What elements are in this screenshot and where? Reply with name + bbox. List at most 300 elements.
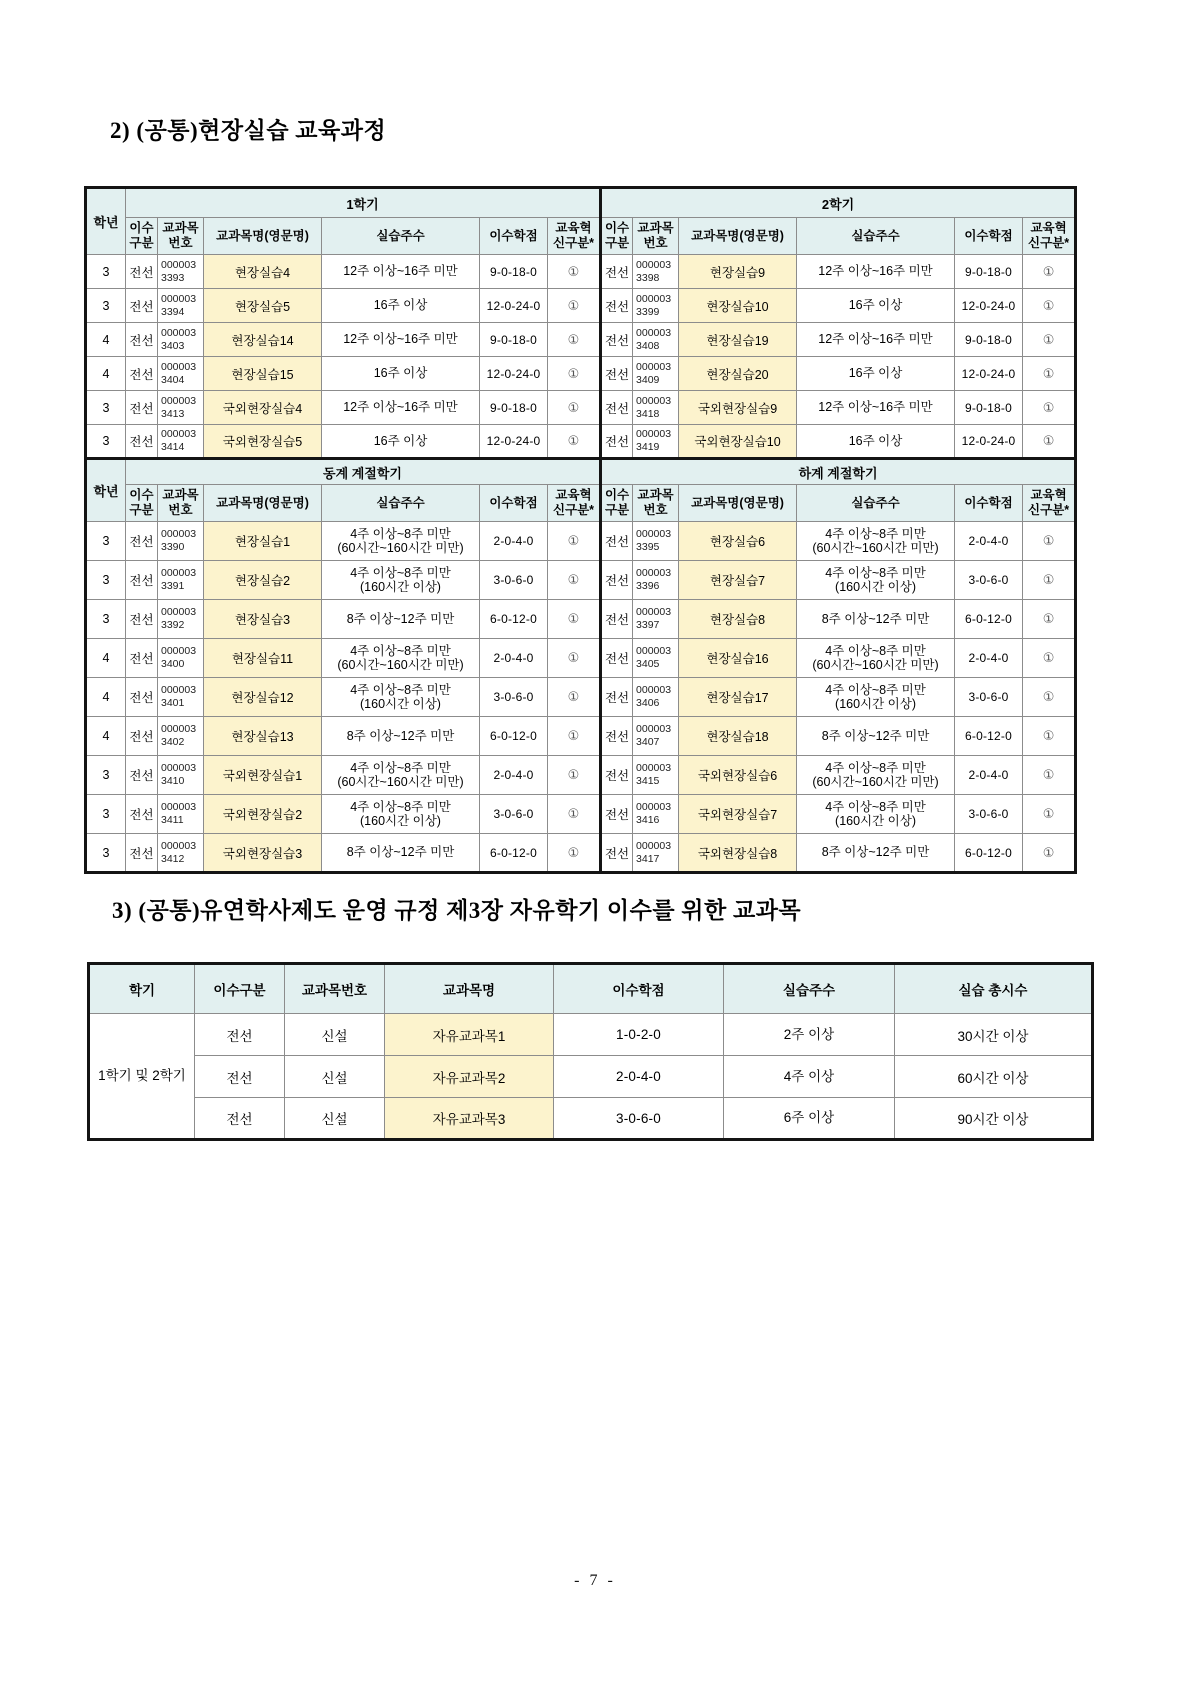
cell-credits: 9-0-18-0 [480,323,548,357]
column-header: 교육혁신구분* [1023,485,1076,522]
cell-category: 전선 [126,425,158,459]
table-row [86,522,1076,561]
course-code-line2: 3412 [161,852,185,865]
cell-innovation-type: ① [548,756,601,795]
course-code-line1: 000003 [636,567,672,580]
course-code-line2: 3414 [161,441,185,453]
cell-credits: 3-0-6-0 [480,678,548,717]
column-header: 이수구분 [601,485,633,522]
semester-group-header-left: 동계 계절학기 [126,459,601,485]
cell-course-code [633,323,679,357]
section-3-title: 3) (공통)유연학사제도 운영 규정 제3장 자유학기 이수를 위한 교과목 [112,898,802,923]
cell-practice-weeks [322,756,480,795]
cell-category: 전선 [126,678,158,717]
cell-innovation-type: ① [548,522,601,561]
cell-course-code [633,717,679,756]
column-header: 실습주수 [322,485,480,522]
cell-practice-weeks [797,561,955,600]
cell-practice-weeks [797,678,955,717]
table-row [89,1098,1093,1140]
column-header: 교과목명(영문명) [204,218,322,255]
weeks-line1: 12주 이상~16주 미만 [343,400,458,415]
cell-innovation-type: ① [548,255,601,289]
cell-year: 4 [86,357,126,391]
course-code-line1: 000003 [161,292,197,305]
cell-credits: 2-0-4-0 [955,756,1023,795]
course-code-line1: 000003 [161,258,197,271]
course-code-line1: 000003 [161,394,197,407]
cell-innovation-type: ① [1023,289,1076,323]
cell-innovation-type: ① [1023,834,1076,873]
weeks-line2: (160시간 이상) [360,814,441,828]
cell-innovation-type: ① [1023,600,1076,639]
cell-credits: 12-0-24-0 [480,425,548,459]
course-code-line2: 3401 [161,697,185,709]
cell-innovation-type: ① [548,391,601,425]
cell-practice-weeks [322,717,480,756]
column-header: 이수학점 [480,485,548,522]
cell-course-code [633,795,679,834]
cell-year: 4 [86,323,126,357]
cell-practice-weeks [797,323,955,357]
semester-group-header-right: 2학기 [601,188,1076,218]
course-code-line1: 000003 [161,360,197,373]
course-code-line2: 3394 [161,305,185,318]
weeks-line2: (160시간 이상) [360,580,441,594]
weeks-line1: 16주 이상 [848,433,903,448]
cell-course-code [158,425,204,459]
cell-course-name: 현장실습4 [204,255,322,289]
cell-year: 3 [86,391,126,425]
cell-practice-weeks [797,522,955,561]
cell-innovation-type: ① [1023,522,1076,561]
cell-category: 전선 [126,795,158,834]
cell-credits: 6-0-12-0 [480,600,548,639]
cell-course-name: 자유교과목3 [385,1098,554,1140]
cell-year: 4 [86,639,126,678]
semester-group-header-left: 1학기 [126,188,601,218]
cell-category: 전선 [126,323,158,357]
table-row [86,323,1076,357]
weeks-line1: 16주 이상 [373,366,428,381]
cell-innovation-type: ① [548,795,601,834]
cell-course-code [158,756,204,795]
cell-year: 3 [86,561,126,600]
cell-course-code [633,639,679,678]
cell-practice-weeks [797,425,955,459]
cell-category: 전선 [601,357,633,391]
cell-practice-weeks [322,600,480,639]
cell-practice-weeks [322,639,480,678]
cell-innovation-type: ① [548,425,601,459]
cell-category: 전선 [601,522,633,561]
column-header: 이수구분 [195,964,285,1014]
cell-category: 전선 [601,795,633,834]
weeks-line1: 4주 이상~8주 미만 [350,682,451,697]
cell-category: 전선 [601,717,633,756]
table-row [86,255,1076,289]
cell-course-code [633,522,679,561]
cell-year: 3 [86,289,126,323]
cell-credits: 2-0-4-0 [480,756,548,795]
course-code-line1: 000003 [636,645,672,658]
weeks-line1: 4주 이상~8주 미만 [350,760,451,775]
cell-practice-weeks [797,717,955,756]
cell-credits: 12-0-24-0 [955,289,1023,323]
cell-credits: 12-0-24-0 [955,425,1023,459]
column-header: 실습주수 [797,218,955,255]
cell-category: 전선 [126,522,158,561]
cell-course-code [633,391,679,425]
cell-credits: 9-0-18-0 [955,391,1023,425]
column-header: 이수학점 [554,964,724,1014]
cell-credits: 3-0-6-0 [955,561,1023,600]
cell-year: 3 [86,255,126,289]
table-row [86,391,1076,425]
course-code-line2: 3419 [636,441,660,453]
course-code-line2: 3392 [161,619,185,631]
column-header: 교과목명(영문명) [204,485,322,522]
weeks-line1: 12주 이상~16주 미만 [818,264,933,279]
cell-semester: 1학기 및 2학기 [89,1014,195,1140]
cell-course-code: 신설 [285,1098,385,1140]
cell-category: 전선 [126,834,158,873]
column-header: 이수학점 [480,218,548,255]
weeks-line2: (60시간~160시간 미만) [812,658,939,672]
cell-innovation-type: ① [548,600,601,639]
course-code-line2: 3407 [636,736,660,748]
cell-course-code [158,834,204,873]
column-header: 교육혁신구분* [548,218,601,255]
cell-course-code [633,756,679,795]
cell-total-hours: 60시간 이상 [895,1056,1093,1098]
cell-credits: 9-0-18-0 [955,255,1023,289]
cell-innovation-type: ① [548,561,601,600]
cell-practice-weeks [322,289,480,323]
cell-course-name: 현장실습13 [204,717,322,756]
weeks-line1: 4주 이상~8주 미만 [825,799,926,814]
cell-practice-weeks [797,289,955,323]
course-code-line2: 3416 [636,814,660,826]
weeks-line1: 12주 이상~16주 미만 [818,332,933,347]
weeks-line2: (160시간 이상) [835,697,916,711]
table-row [89,1056,1093,1098]
cell-course-name: 국외현장실습8 [679,834,797,873]
weeks-line1: 12주 이상~16주 미만 [818,400,933,415]
column-header: 실습 총시수 [895,964,1093,1014]
cell-practice-weeks [322,255,480,289]
cell-credits: 12-0-24-0 [955,357,1023,391]
cell-innovation-type: ① [1023,756,1076,795]
cell-course-name: 현장실습17 [679,678,797,717]
weeks-line2: (60시간~160시간 미만) [337,775,464,789]
cell-course-name: 국외현장실습7 [679,795,797,834]
cell-course-name: 자유교과목2 [385,1056,554,1098]
weeks-line2: (60시간~160시간 미만) [812,775,939,789]
cell-course-code [158,289,204,323]
weeks-line1: 16주 이상 [848,366,903,381]
cell-course-name: 현장실습15 [204,357,322,391]
cell-category: 전선 [126,639,158,678]
cell-category: 전선 [601,561,633,600]
course-code-line1: 000003 [161,567,197,580]
table-row [86,795,1076,834]
cell-category: 전선 [601,600,633,639]
free-semester-course-table [87,962,1094,1141]
table-row [86,425,1076,459]
course-code-line2: 3417 [636,852,660,865]
cell-course-code [158,678,204,717]
course-code-line1: 000003 [161,762,197,775]
course-code-line2: 3418 [636,407,660,420]
course-code-line1: 000003 [161,801,197,814]
cell-course-code [158,391,204,425]
weeks-line1: 8주 이상~12주 미만 [346,611,455,626]
cell-credits: 3-0-6-0 [955,795,1023,834]
course-code-line2: 3403 [161,339,185,352]
cell-course-code [158,255,204,289]
cell-course-name: 국외현장실습5 [204,425,322,459]
cell-course-name: 현장실습10 [679,289,797,323]
cell-credits: 3-0-6-0 [955,678,1023,717]
course-code-line1: 000003 [161,645,197,658]
course-code-line1: 000003 [636,801,672,814]
cell-credits: 2-0-4-0 [554,1056,724,1098]
cell-credits: 12-0-24-0 [480,357,548,391]
course-code-line1: 000003 [161,684,197,697]
course-code-line2: 3400 [161,658,185,670]
weeks-line2: (160시간 이상) [835,814,916,828]
cell-credits: 3-0-6-0 [554,1098,724,1140]
cell-year: 3 [86,425,126,459]
cell-course-code [158,522,204,561]
cell-category: 전선 [601,834,633,873]
year-column-header: 학년 [86,188,126,255]
cell-practice-weeks: 6주 이상 [724,1098,895,1140]
cell-course-name: 현장실습20 [679,357,797,391]
course-code-line2: 3415 [636,775,660,787]
cell-category: 전선 [601,425,633,459]
cell-course-code [633,357,679,391]
course-code-line1: 000003 [636,839,672,852]
cell-course-name: 국외현장실습4 [204,391,322,425]
table-row [86,678,1076,717]
cell-course-name: 현장실습19 [679,323,797,357]
section-2-title: 2) (공통)현장실습 교육과정 [110,118,387,143]
column-header: 이수구분 [126,485,158,522]
cell-course-code [158,561,204,600]
year-column-header: 학년 [86,459,126,522]
column-header: 교과목명(영문명) [679,218,797,255]
cell-course-name: 현장실습18 [679,717,797,756]
cell-innovation-type: ① [1023,425,1076,459]
cell-course-code [158,795,204,834]
cell-credits: 9-0-18-0 [480,255,548,289]
cell-innovation-type: ① [548,289,601,323]
cell-innovation-type: ① [1023,795,1076,834]
cell-innovation-type: ① [1023,678,1076,717]
cell-innovation-type: ① [548,717,601,756]
cell-year: 3 [86,522,126,561]
course-code-line2: 3391 [161,580,185,592]
column-header: 교육혁신구분* [1023,218,1076,255]
cell-practice-weeks: 2주 이상 [724,1014,895,1056]
weeks-line2: (60시간~160시간 미만) [337,658,464,672]
cell-category: 전선 [126,391,158,425]
cell-innovation-type: ① [548,639,601,678]
course-code-line1: 000003 [161,723,197,736]
weeks-line1: 4주 이상~8주 미만 [825,760,926,775]
column-header: 실습주수 [322,218,480,255]
cell-innovation-type: ① [1023,391,1076,425]
course-code-line1: 000003 [161,428,197,441]
column-header: 교과목번호 [158,485,204,522]
table-row [86,600,1076,639]
cell-course-name: 현장실습11 [204,639,322,678]
semester-group-header-right: 하계 계절학기 [601,459,1076,485]
cell-practice-weeks [322,834,480,873]
cell-credits: 2-0-4-0 [955,522,1023,561]
course-code-line2: 3390 [161,541,185,553]
cell-credits: 9-0-18-0 [955,323,1023,357]
cell-practice-weeks [322,561,480,600]
cell-practice-weeks [322,795,480,834]
cell-course-name: 국외현장실습6 [679,756,797,795]
cell-course-name: 국외현장실습10 [679,425,797,459]
course-code-line1: 000003 [636,428,672,441]
cell-category: 전선 [601,323,633,357]
column-header: 교과목번호 [285,964,385,1014]
cell-credits: 2-0-4-0 [480,522,548,561]
column-header: 이수학점 [955,218,1023,255]
weeks-line2: (160시간 이상) [835,580,916,594]
cell-course-code: 신설 [285,1014,385,1056]
weeks-line1: 8주 이상~12주 미만 [346,845,455,860]
cell-year: 3 [86,795,126,834]
course-code-line2: 3411 [161,814,184,826]
cell-course-name: 현장실습2 [204,561,322,600]
cell-course-code [158,717,204,756]
cell-innovation-type: ① [548,357,601,391]
weeks-line1: 16주 이상 [848,298,903,313]
weeks-line1: 4주 이상~8주 미만 [350,799,451,814]
cell-course-code [633,255,679,289]
course-code-line2: 3395 [636,541,660,553]
cell-category: 전선 [126,600,158,639]
column-header: 실습주수 [797,485,955,522]
course-code-line1: 000003 [636,292,672,305]
cell-practice-weeks [797,639,955,678]
cell-course-code [633,425,679,459]
cell-practice-weeks [797,391,955,425]
table-row [86,639,1076,678]
cell-course-code [633,834,679,873]
cell-total-hours: 30시간 이상 [895,1014,1093,1056]
cell-course-code [158,639,204,678]
cell-year: 3 [86,756,126,795]
cell-course-name: 현장실습3 [204,600,322,639]
page-number: - 7 - [574,1572,616,1589]
cell-innovation-type: ① [1023,561,1076,600]
cell-category: 전선 [195,1056,285,1098]
weeks-line1: 8주 이상~12주 미만 [821,728,930,743]
cell-practice-weeks [797,834,955,873]
cell-course-name: 국외현장실습9 [679,391,797,425]
practicum-curriculum-table [84,186,1077,874]
cell-practice-weeks [797,357,955,391]
weeks-line1: 4주 이상~8주 미만 [825,682,926,697]
cell-practice-weeks [322,323,480,357]
cell-course-name: 현장실습12 [204,678,322,717]
cell-category: 전선 [126,289,158,323]
cell-innovation-type: ① [548,834,601,873]
weeks-line1: 4주 이상~8주 미만 [825,565,926,580]
cell-practice-weeks [797,255,955,289]
weeks-line2: (60시간~160시간 미만) [812,541,939,555]
cell-innovation-type: ① [548,323,601,357]
course-code-line2: 3409 [636,373,660,386]
table-row [89,1014,1093,1056]
course-code-line2: 3406 [636,697,660,709]
weeks-line1: 12주 이상~16주 미만 [343,332,458,347]
course-code-line2: 3408 [636,339,660,352]
weeks-line1: 8주 이상~12주 미만 [821,845,930,860]
course-code-line1: 000003 [636,326,672,339]
cell-year: 3 [86,834,126,873]
weeks-line1: 12주 이상~16주 미만 [343,264,458,279]
cell-practice-weeks [322,357,480,391]
weeks-line1: 4주 이상~8주 미만 [350,643,451,658]
course-code-line1: 000003 [636,723,672,736]
cell-practice-weeks [797,600,955,639]
cell-practice-weeks [322,678,480,717]
weeks-line1: 4주 이상~8주 미만 [350,526,451,541]
weeks-line1: 8주 이상~12주 미만 [821,611,930,626]
cell-course-code [633,289,679,323]
cell-practice-weeks [797,795,955,834]
column-header: 교과목명 [385,964,554,1014]
course-code-line2: 3413 [161,407,185,420]
cell-course-name: 현장실습1 [204,522,322,561]
cell-category: 전선 [126,255,158,289]
course-code-line2: 3397 [636,619,660,631]
cell-course-name: 현장실습16 [679,639,797,678]
weeks-line2: (160시간 이상) [360,697,441,711]
cell-credits: 3-0-6-0 [480,795,548,834]
table-row [86,561,1076,600]
cell-practice-weeks [322,522,480,561]
course-code-line1: 000003 [636,360,672,373]
course-code-line2: 3410 [161,775,185,787]
cell-credits: 6-0-12-0 [480,834,548,873]
cell-credits: 6-0-12-0 [480,717,548,756]
cell-course-code [158,357,204,391]
cell-category: 전선 [601,289,633,323]
weeks-line1: 16주 이상 [373,433,428,448]
cell-year: 4 [86,678,126,717]
cell-course-code [633,600,679,639]
course-code-line1: 000003 [636,762,672,775]
cell-course-code [633,678,679,717]
cell-course-name: 국외현장실습1 [204,756,322,795]
course-code-line1: 000003 [636,394,672,407]
cell-category: 전선 [601,391,633,425]
cell-category: 전선 [195,1098,285,1140]
table-row [86,357,1076,391]
cell-credits: 6-0-12-0 [955,717,1023,756]
course-code-line2: 3402 [161,736,185,748]
course-code-line2: 3393 [161,271,185,284]
